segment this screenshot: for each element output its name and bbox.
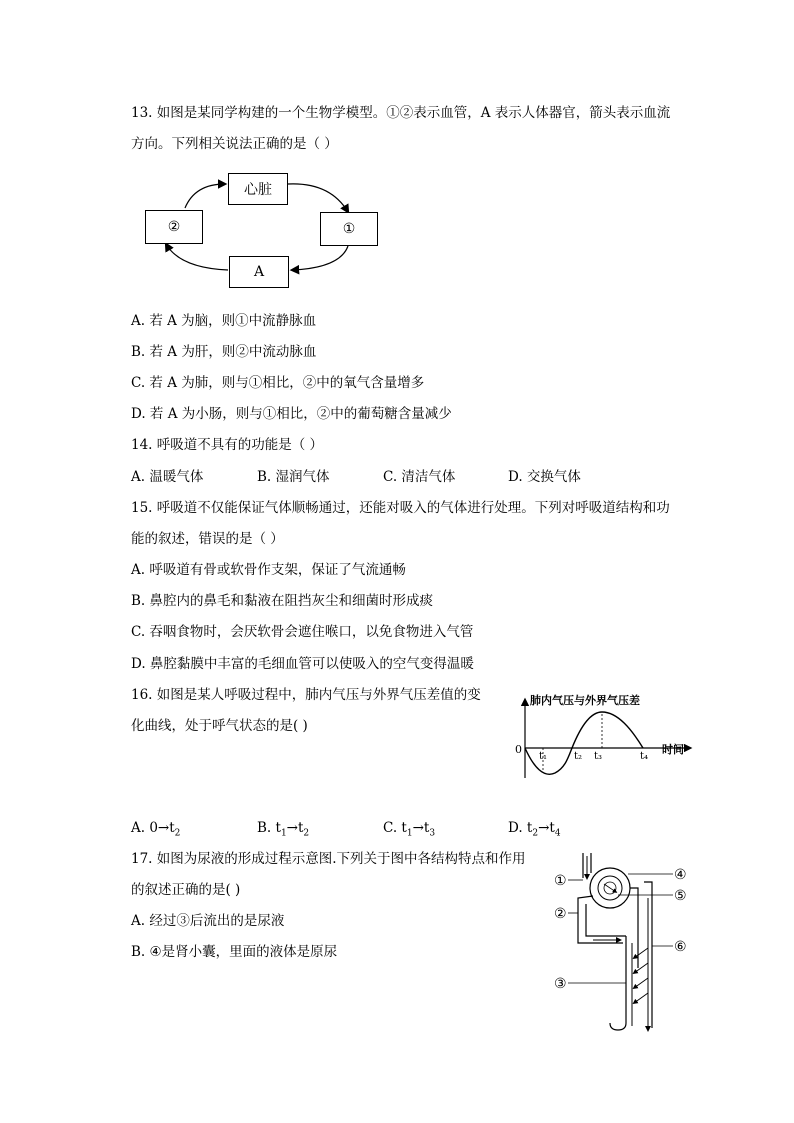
q14-option-c: C. 清洁气体 [383, 469, 456, 485]
arrow-heart-to-1 [288, 184, 348, 212]
q13-circulation-diagram [0, 168, 794, 298]
q13-stem-line1: 13. 如图是某同学构建的一个生物学模型。①②表示血管，A 表示人体器官，箭头表示血流 [131, 105, 671, 121]
label-3: ③ [554, 976, 567, 992]
q14-stem: 14. 呼吸道不具有的功能是（ ） [131, 437, 324, 453]
graph-title: 肺内气压与外界气压差 [530, 694, 640, 707]
arrow-A-to-2 [166, 244, 228, 270]
label-5: ⑤ [674, 888, 687, 904]
label-1: ① [554, 873, 567, 889]
q17-stem-line2: 的叙述正确的是( ) [131, 882, 241, 898]
q15-option-d: D. 鼻腔黏膜中丰富的毛细血管可以使吸入的空气变得温暖 [131, 656, 474, 672]
vessel-2-box: ② [145, 210, 203, 244]
x-axis-label: 时间 [662, 743, 684, 756]
tick-t3: t₃ [594, 751, 603, 762]
q13-option-b: B. 若 A 为肝，则②中流动脉血 [131, 344, 317, 360]
q13-option-a: A. 若 A 为脑，则①中流静脉血 [131, 313, 317, 329]
q14-option-b: B. 湿润气体 [257, 469, 330, 485]
q17-option-b: B. ④是肾小囊，里面的液体是原尿 [131, 944, 338, 960]
organ-A-box: A [229, 256, 289, 288]
q17-stem-line1: 17. 如图为尿液的形成过程示意图.下列关于图中各结构特点和作用 [131, 851, 526, 867]
q13-option-d: D. 若 A 为小肠，则与①相比，②中的葡萄糖含量减少 [131, 406, 452, 422]
q17-option-a: A. 经过③后流出的是尿液 [131, 913, 285, 929]
q15-option-a: A. 呼吸道有骨或软骨作支架，保证了气流通畅 [131, 562, 406, 578]
tick-t4: t₄ [640, 751, 649, 762]
q13-option-c: C. 若 A 为肺，则与①相比，②中的氧气含量增多 [131, 375, 425, 391]
tick-t2: t₂ [574, 751, 583, 762]
arrow-1-to-A [292, 246, 348, 270]
label-4: ④ [674, 867, 687, 883]
q16-option-d: D. $t_2\to t_4$ [508, 820, 561, 839]
tick-t1: t₁ [539, 751, 548, 762]
vessel-1-box: ① [320, 212, 378, 246]
q16-stem-line1: 16. 如图是某人呼吸过程中，肺内气压与外界气压差值的变 [131, 687, 481, 703]
q17-nephron-diagram [548, 848, 708, 1033]
q15-stem-line1: 15. 呼吸道不仅能保证气体顺畅通过，还能对吸入的气体进行处理。下列对呼吸道结构和功 [131, 500, 670, 516]
arrow-2-to-heart [185, 184, 225, 208]
heart-box: 心脏 [228, 173, 288, 205]
q16-stem-line2: 化曲线，处于呼气状态的是( ) [131, 718, 308, 734]
q13-stem-line2: 方向。下列相关说法正确的是（ ） [131, 136, 338, 152]
q15-option-c: C. 吞咽食物时，会厌软骨会遮住喉口，以免食物进入气管 [131, 624, 474, 640]
q16-pressure-graph [510, 690, 700, 785]
graph-origin: 0 [515, 743, 522, 756]
q15-option-b: B. 鼻腔内的鼻毛和黏液在阻挡灰尘和细菌时形成痰 [131, 593, 434, 609]
q16-option-c: C. $t_1\to t_3$ [383, 820, 436, 839]
q15-stem-line2: 能的叙述，错误的是（ ） [131, 531, 284, 547]
label-2: ② [554, 906, 567, 922]
label-6: ⑥ [674, 939, 687, 955]
q14-option-d: D. 交换气体 [508, 469, 581, 485]
q16-option-a: A. $0\to t_2$ [131, 820, 181, 839]
q16-option-b: B. $t_1\to t_2$ [257, 820, 310, 839]
q14-option-a: A. 温暖气体 [131, 469, 204, 485]
